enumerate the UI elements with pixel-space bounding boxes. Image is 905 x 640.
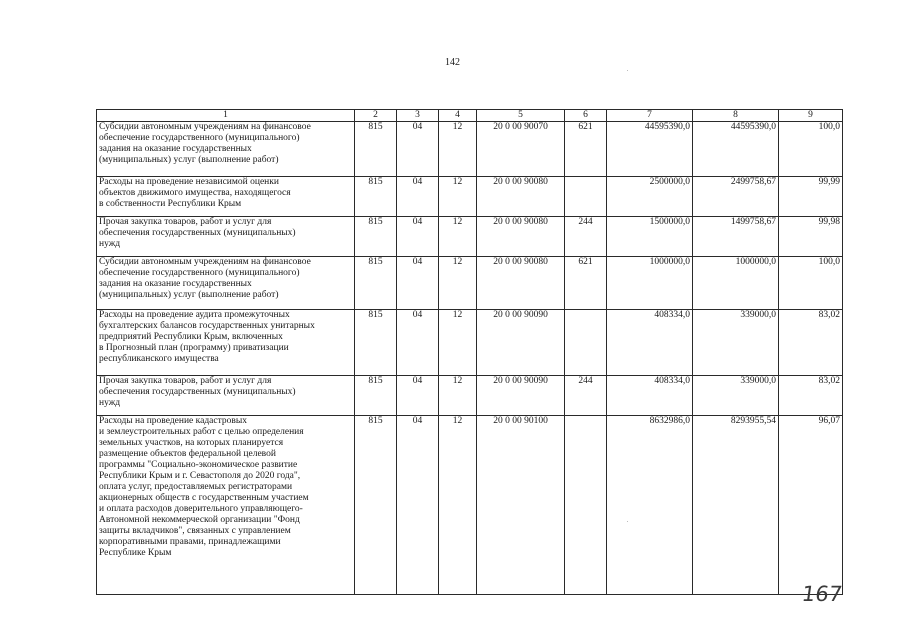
row-code-cell: 12 bbox=[439, 310, 477, 376]
row-amount-cell: 8632986,0 bbox=[607, 416, 693, 595]
row-name-cell: Прочая закупка товаров, работ и услуг для обеспечения государственных (муниципальных) нужд bbox=[97, 217, 355, 257]
row-code-cell: 04 bbox=[397, 177, 439, 217]
row-amount-cell: 44595390,0 bbox=[607, 122, 693, 177]
table-row bbox=[97, 122, 843, 177]
row-code-cell: 20 0 00 90070 bbox=[477, 122, 565, 177]
handwritten-page-number: 167 bbox=[800, 582, 844, 606]
table-row bbox=[97, 177, 843, 217]
header-cell: 4 bbox=[439, 110, 477, 122]
page-number: 142 bbox=[445, 57, 460, 68]
row-code-cell: 04 bbox=[397, 217, 439, 257]
row-name-cell: Расходы на проведение аудита промежуточных бухгалтерских балансов государственных унитарных предприятий Республики Крым, включенных в Прогнозный план (программу) приватизации республиканского имущества bbox=[97, 310, 355, 376]
row-percent-cell: 100,0 bbox=[779, 122, 843, 177]
row-amount-cell: 1499758,67 bbox=[693, 217, 779, 257]
row-code-cell: 12 bbox=[439, 257, 477, 310]
row-code-cell: 20 0 00 90100 bbox=[477, 416, 565, 595]
row-amount-cell: 339000,0 bbox=[693, 376, 779, 416]
row-name-cell: Субсидии автономным учреждениям на финансовое обеспечение государственного (муниципального) задания на оказание государственных (муниципальных) услуг (выполнение работ) bbox=[97, 122, 355, 177]
row-code-cell: 815 bbox=[355, 416, 397, 595]
row-code-cell: 04 bbox=[397, 376, 439, 416]
table-header-row bbox=[97, 110, 843, 122]
row-code-cell: 621 bbox=[565, 122, 607, 177]
row-code-cell: 12 bbox=[439, 177, 477, 217]
row-amount-cell: 1500000,0 bbox=[607, 217, 693, 257]
row-code-cell: 04 bbox=[397, 257, 439, 310]
row-code-cell: 20 0 00 90080 bbox=[477, 217, 565, 257]
row-code-cell: 815 bbox=[355, 217, 397, 257]
header-cell: 3 bbox=[397, 110, 439, 122]
row-amount-cell: 1000000,0 bbox=[693, 257, 779, 310]
row-amount-cell: 1000000,0 bbox=[607, 257, 693, 310]
row-amount-cell: 339000,0 bbox=[693, 310, 779, 376]
table-row bbox=[97, 310, 843, 376]
row-code-cell: 12 bbox=[439, 416, 477, 595]
header-cell: 8 bbox=[693, 110, 779, 122]
header-cell: 1 bbox=[97, 110, 355, 122]
row-code-cell bbox=[565, 310, 607, 376]
row-code-cell: 815 bbox=[355, 122, 397, 177]
scan-speck bbox=[627, 70, 628, 71]
row-percent-cell: 100,0 bbox=[779, 257, 843, 310]
row-code-cell: 244 bbox=[565, 376, 607, 416]
row-percent-cell: 96,07 bbox=[779, 416, 843, 595]
row-code-cell: 12 bbox=[439, 376, 477, 416]
row-percent-cell: 99,99 bbox=[779, 177, 843, 217]
row-amount-cell: 2500000,0 bbox=[607, 177, 693, 217]
budget-table bbox=[96, 109, 843, 595]
row-code-cell: 04 bbox=[397, 310, 439, 376]
row-name-cell: Расходы на проведение кадастровых и землеустроительных работ с целью определения земельных участков, на которых планируется размещение объектов федеральной целевой программы "Социально-экономическое развитие Республики Крым и г. Севастополя до 2020 года", оплата услуг, предоставляемых регистраторами акционерных обществ с государственным участием и оплата расходов доверительного управляющего- Автономной некоммерческой организации "Фонд защиты вкладчиков", связанных с управлением корпоративными правами, принадлежащими Республике Крым bbox=[97, 416, 355, 595]
row-code-cell: 815 bbox=[355, 257, 397, 310]
row-code-cell bbox=[565, 416, 607, 595]
table-body bbox=[97, 110, 843, 595]
row-amount-cell: 2499758,67 bbox=[693, 177, 779, 217]
row-name-cell: Прочая закупка товаров, работ и услуг для обеспечения государственных (муниципальных) нужд bbox=[97, 376, 355, 416]
row-amount-cell: 44595390,0 bbox=[693, 122, 779, 177]
table-row bbox=[97, 416, 843, 595]
header-cell: 2 bbox=[355, 110, 397, 122]
table-row bbox=[97, 257, 843, 310]
row-code-cell: 815 bbox=[355, 177, 397, 217]
row-code-cell: 20 0 00 90090 bbox=[477, 310, 565, 376]
row-code-cell: 244 bbox=[565, 217, 607, 257]
row-name-cell: Расходы на проведение независимой оценки объектов движимого имущества, находящегося в собственности Республики Крым bbox=[97, 177, 355, 217]
row-code-cell: 621 bbox=[565, 257, 607, 310]
row-code-cell: 12 bbox=[439, 217, 477, 257]
table-row bbox=[97, 217, 843, 257]
row-amount-cell: 8293955,54 bbox=[693, 416, 779, 595]
row-name-cell: Субсидии автономным учреждениям на финансовое обеспечение государственного (муниципального) задания на оказание государственных (муниципальных) услуг (выполнение работ) bbox=[97, 257, 355, 310]
row-code-cell: 20 0 00 90080 bbox=[477, 177, 565, 217]
row-percent-cell: 83,02 bbox=[779, 376, 843, 416]
header-cell: 5 bbox=[477, 110, 565, 122]
row-code-cell: 815 bbox=[355, 376, 397, 416]
header-cell: 6 bbox=[565, 110, 607, 122]
row-code-cell: 12 bbox=[439, 122, 477, 177]
row-amount-cell: 408334,0 bbox=[607, 376, 693, 416]
row-code-cell: 20 0 00 90080 bbox=[477, 257, 565, 310]
row-code-cell: 04 bbox=[397, 416, 439, 595]
row-code-cell: 20 0 00 90090 bbox=[477, 376, 565, 416]
row-code-cell: 04 bbox=[397, 122, 439, 177]
table-row bbox=[97, 376, 843, 416]
row-code-cell: 815 bbox=[355, 310, 397, 376]
header-cell: 9 bbox=[779, 110, 843, 122]
header-cell: 7 bbox=[607, 110, 693, 122]
row-percent-cell: 83,02 bbox=[779, 310, 843, 376]
row-code-cell bbox=[565, 177, 607, 217]
row-percent-cell: 99,98 bbox=[779, 217, 843, 257]
row-amount-cell: 408334,0 bbox=[607, 310, 693, 376]
